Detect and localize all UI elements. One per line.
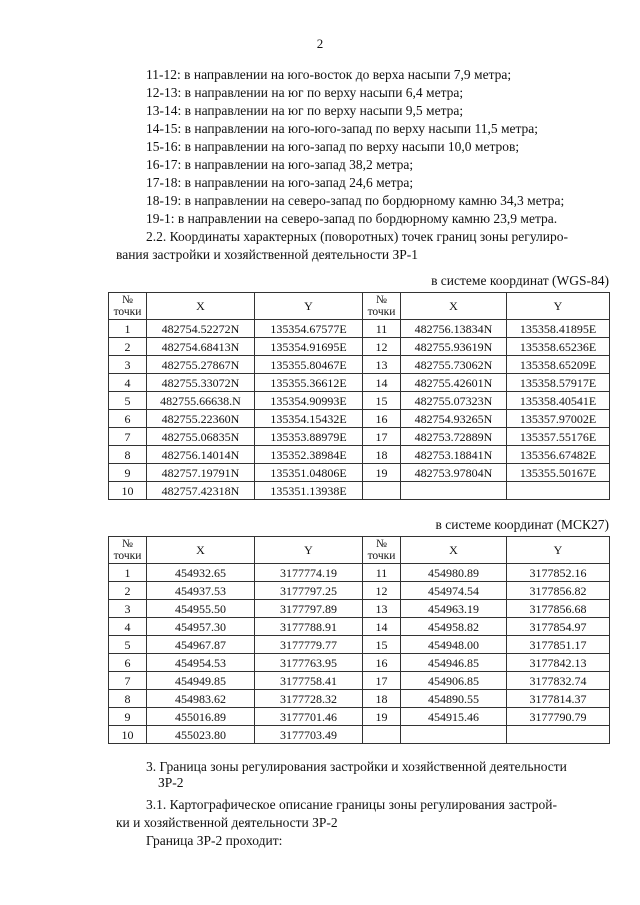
point-number-header: № точки (109, 537, 147, 564)
y-coordinate-cell: 3177797.89 (255, 600, 363, 618)
y-header: Y (507, 537, 610, 564)
y-coordinate-cell: 135352.38984E (255, 446, 363, 464)
y-coordinate-cell: 135354.15432E (255, 410, 363, 428)
y-coordinate-cell: 3177728.32 (255, 690, 363, 708)
point-number-cell: 15 (363, 392, 401, 410)
y-coordinate-cell: 3177852.16 (507, 564, 610, 582)
y-coordinate-cell: 135358.41895E (507, 320, 610, 338)
route-line: 17-18: в направлении на юго-запад 24,6 метра; (146, 175, 414, 190)
table-row (109, 636, 610, 654)
point-number-header: № точки (363, 293, 401, 320)
x-coordinate-cell: 482755.33072N (147, 374, 255, 392)
route-line: 19-1: в направлении на северо-запад по бордюрному камню 23,9 метра. (146, 211, 558, 226)
x-coordinate-cell: 482755.06835N (147, 428, 255, 446)
x-header: X (147, 293, 255, 320)
y-coordinate-cell: 135357.55176E (507, 428, 610, 446)
point-number-cell: 4 (109, 374, 147, 392)
route-line: 14-15: в направлении на юго-юго-запад по верху насыпи 11,5 метра; (146, 121, 539, 136)
table-row (109, 482, 610, 500)
table-row (109, 446, 610, 464)
y-coordinate-cell: 3177774.19 (255, 564, 363, 582)
x-coordinate-cell: 454954.53 (147, 654, 255, 672)
x-coordinate-cell: 482755.42601N (401, 374, 507, 392)
table-row (109, 338, 610, 356)
point-number-cell: 9 (109, 464, 147, 482)
x-coordinate-cell: 482755.73062N (401, 356, 507, 374)
x-header: X (401, 293, 507, 320)
point-number-cell: 15 (363, 636, 401, 654)
section-2-2-heading: 2.2. Координаты характерных (поворотных) точек границ зоны регулиро- (146, 229, 568, 244)
y-coordinate-cell: 3177832.74 (507, 672, 610, 690)
x-coordinate-cell: 454949.85 (147, 672, 255, 690)
y-coordinate-cell: 3177788.91 (255, 618, 363, 636)
x-coordinate-cell: 454946.85 (401, 654, 507, 672)
y-coordinate-cell: 3177842.13 (507, 654, 610, 672)
route-line: 13-14: в направлении на юг по верху насыпи 9,5 метра; (146, 103, 464, 118)
coordinates-table-wgs84 (108, 292, 610, 500)
section-3-heading-cont: ЗР-2 (158, 775, 184, 790)
point-number-cell: 3 (109, 356, 147, 374)
y-coordinate-cell: 135354.67577E (255, 320, 363, 338)
table-row (109, 654, 610, 672)
table-body (109, 564, 610, 744)
x-coordinate-cell: 454983.62 (147, 690, 255, 708)
point-number-cell: 7 (109, 428, 147, 446)
point-number-cell: 2 (109, 338, 147, 356)
table-row (109, 410, 610, 428)
y-header: Y (255, 537, 363, 564)
x-coordinate-cell: 482756.13834N (401, 320, 507, 338)
route-line: 12-13: в направлении на юг по верху насыпи 6,4 метра; (146, 85, 464, 100)
table-wgs-caption: в системе координат (WGS-84) (431, 273, 609, 288)
point-number-cell (363, 482, 401, 500)
x-coordinate-cell: 454955.50 (147, 600, 255, 618)
y-coordinate-cell: 3177856.82 (507, 582, 610, 600)
point-number-header: № точки (363, 537, 401, 564)
point-number-header: № точки (109, 293, 147, 320)
coordinates-table-msk27 (108, 536, 610, 744)
x-coordinate-cell: 454915.46 (401, 708, 507, 726)
point-number-cell: 13 (363, 600, 401, 618)
x-coordinate-cell (401, 482, 507, 500)
x-coordinate-cell: 454890.55 (401, 690, 507, 708)
y-coordinate-cell: 3177763.95 (255, 654, 363, 672)
x-coordinate-cell: 482753.18841N (401, 446, 507, 464)
point-number-cell: 6 (109, 410, 147, 428)
point-number-cell: 14 (363, 374, 401, 392)
y-coordinate-cell: 3177814.37 (507, 690, 610, 708)
point-number-cell: 5 (109, 392, 147, 410)
point-number-cell: 3 (109, 600, 147, 618)
y-coordinate-cell: 135357.97002E (507, 410, 610, 428)
point-number-cell: 14 (363, 618, 401, 636)
table-row (109, 320, 610, 338)
table-row (109, 618, 610, 636)
point-number-cell: 11 (363, 564, 401, 582)
table-msk-caption: в системе координат (МСК27) (435, 517, 609, 532)
x-coordinate-cell: 482756.14014N (147, 446, 255, 464)
point-number-cell (363, 726, 401, 744)
y-coordinate-cell: 3177790.79 (507, 708, 610, 726)
y-coordinate-cell: 135355.80467E (255, 356, 363, 374)
y-coordinate-cell: 3177797.25 (255, 582, 363, 600)
section-3-heading: 3. Граница зоны регулирования застройки и хозяйственной деятельности (146, 759, 567, 774)
table-row (109, 392, 610, 410)
route-line: 11-12: в направлении на юго-восток до верха насыпи 7,9 метра; (146, 67, 512, 82)
table-row (109, 690, 610, 708)
section-3-1-heading-cont: ки и хозяйственной деятельности ЗР-2 (116, 815, 338, 830)
x-coordinate-cell: 482753.72889N (401, 428, 507, 446)
y-header: Y (255, 293, 363, 320)
point-number-cell: 10 (109, 482, 147, 500)
point-number-cell: 18 (363, 446, 401, 464)
y-coordinate-cell: 135351.04806E (255, 464, 363, 482)
x-coordinate-cell: 455016.89 (147, 708, 255, 726)
route-line: 16-17: в направлении на юго-запад 38,2 метра; (146, 157, 414, 172)
x-coordinate-cell: 454958.82 (401, 618, 507, 636)
point-number-cell: 2 (109, 582, 147, 600)
point-number-cell: 18 (363, 690, 401, 708)
y-coordinate-cell: 3177851.17 (507, 636, 610, 654)
y-coordinate-cell: 135355.36612E (255, 374, 363, 392)
route-line: 18-19: в направлении на северо-запад по бордюрному камню 34,3 метра; (146, 193, 565, 208)
y-header: Y (507, 293, 610, 320)
y-coordinate-cell: 3177856.68 (507, 600, 610, 618)
y-coordinate-cell (507, 482, 610, 500)
table-row (109, 708, 610, 726)
x-coordinate-cell: 454906.85 (401, 672, 507, 690)
x-coordinate-cell: 482755.93619N (401, 338, 507, 356)
x-coordinate-cell: 454980.89 (401, 564, 507, 582)
x-coordinate-cell: 482753.97804N (401, 464, 507, 482)
table-body (109, 320, 610, 500)
y-coordinate-cell: 135355.50167E (507, 464, 610, 482)
point-number-cell: 12 (363, 338, 401, 356)
x-coordinate-cell: 454967.87 (147, 636, 255, 654)
x-header: X (401, 537, 507, 564)
x-coordinate-cell: 454932.65 (147, 564, 255, 582)
point-number-cell: 17 (363, 428, 401, 446)
table-row (109, 464, 610, 482)
point-number-cell: 16 (363, 410, 401, 428)
section-2-2-heading-cont: вания застройки и хозяйственной деятельности ЗР-1 (116, 247, 418, 262)
y-coordinate-cell: 3177854.97 (507, 618, 610, 636)
y-coordinate-cell: 135351.13938E (255, 482, 363, 500)
table-row (109, 374, 610, 392)
x-coordinate-cell: 455023.80 (147, 726, 255, 744)
point-number-cell: 7 (109, 672, 147, 690)
x-coordinate-cell: 482754.93265N (401, 410, 507, 428)
table-row (109, 672, 610, 690)
page-number: 2 (316, 36, 324, 51)
point-number-cell: 4 (109, 618, 147, 636)
y-coordinate-cell: 135354.91695E (255, 338, 363, 356)
point-number-cell: 11 (363, 320, 401, 338)
y-coordinate-cell: 3177701.46 (255, 708, 363, 726)
point-number-cell: 8 (109, 690, 147, 708)
point-number-cell: 1 (109, 320, 147, 338)
point-number-cell: 17 (363, 672, 401, 690)
route-line: 15-16: в направлении на юго-запад по верху насыпи 10,0 метров; (146, 139, 520, 154)
table-row (109, 356, 610, 374)
boundary-intro: Граница ЗР-2 проходит: (146, 833, 283, 848)
point-number-cell: 19 (363, 708, 401, 726)
x-header: X (147, 537, 255, 564)
y-coordinate-cell: 3177758.41 (255, 672, 363, 690)
point-number-cell: 5 (109, 636, 147, 654)
y-coordinate-cell: 135356.67482E (507, 446, 610, 464)
y-coordinate-cell: 135358.65236E (507, 338, 610, 356)
x-coordinate-cell: 482757.19791N (147, 464, 255, 482)
point-number-cell: 9 (109, 708, 147, 726)
point-number-cell: 8 (109, 446, 147, 464)
y-coordinate-cell: 3177703.49 (255, 726, 363, 744)
x-coordinate-cell: 454948.00 (401, 636, 507, 654)
point-number-cell: 12 (363, 582, 401, 600)
x-coordinate-cell: 482757.42318N (147, 482, 255, 500)
y-coordinate-cell: 3177779.77 (255, 636, 363, 654)
x-coordinate-cell: 454957.30 (147, 618, 255, 636)
y-coordinate-cell: 135358.40541E (507, 392, 610, 410)
x-coordinate-cell: 482754.68413N (147, 338, 255, 356)
point-number-cell: 16 (363, 654, 401, 672)
x-coordinate-cell: 482755.66638.N (147, 392, 255, 410)
point-number-cell: 19 (363, 464, 401, 482)
point-number-cell: 10 (109, 726, 147, 744)
x-coordinate-cell: 482755.22360N (147, 410, 255, 428)
point-number-cell: 1 (109, 564, 147, 582)
x-coordinate-cell: 482755.27867N (147, 356, 255, 374)
table-row (109, 428, 610, 446)
table-row (109, 564, 610, 582)
point-number-cell: 6 (109, 654, 147, 672)
section-3-1-heading: 3.1. Картографическое описание границы зоны регулирования застрой- (146, 797, 557, 812)
x-coordinate-cell: 482754.52272N (147, 320, 255, 338)
x-coordinate-cell (401, 726, 507, 744)
table-row (109, 600, 610, 618)
y-coordinate-cell: 135358.57917E (507, 374, 610, 392)
x-coordinate-cell: 454937.53 (147, 582, 255, 600)
x-coordinate-cell: 454963.19 (401, 600, 507, 618)
point-number-cell: 13 (363, 356, 401, 374)
y-coordinate-cell (507, 726, 610, 744)
y-coordinate-cell: 135353.88979E (255, 428, 363, 446)
x-coordinate-cell: 454974.54 (401, 582, 507, 600)
table-row (109, 582, 610, 600)
table-row (109, 726, 610, 744)
y-coordinate-cell: 135354.90993E (255, 392, 363, 410)
y-coordinate-cell: 135358.65209E (507, 356, 610, 374)
x-coordinate-cell: 482755.07323N (401, 392, 507, 410)
